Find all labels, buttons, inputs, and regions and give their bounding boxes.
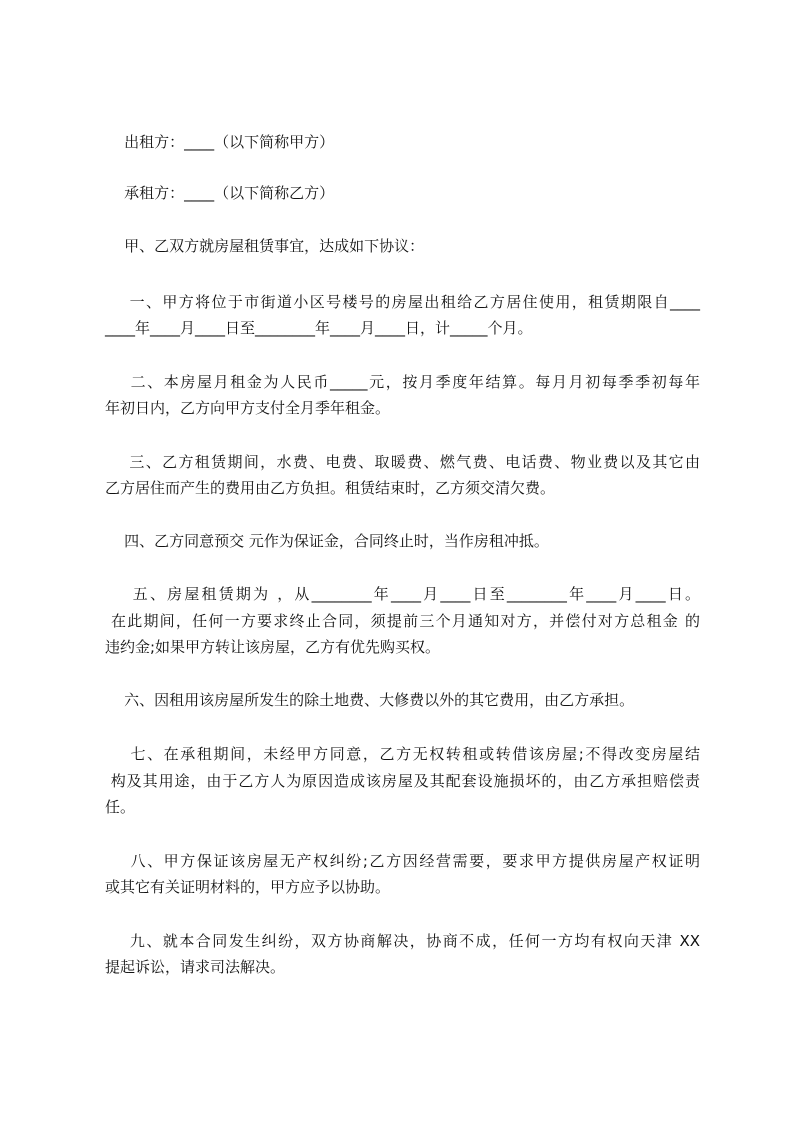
clause-2-line-2: 年初日内，乙方向甲方支付全月季年租金。 [105,399,391,417]
clause-1-line-1: 一、甲方将位于市街道小区号楼号的房屋出租给乙方居住使用，租赁期限自____ [105,293,700,311]
clause-8-line-1: 八、甲方保证该房屋无产权纠纷;乙方因经营需要，要求甲方提供房屋产权证明 [105,852,700,870]
clause-5-line-3: 违约金;如果甲方转让该房屋，乙方有优先购买权。 [105,638,441,656]
clause-2-line-1: 二、本房屋月租金为人民币_____元，按月季度年结算。每月月初每季季初每年 [105,373,700,391]
clause-7-line-1: 七、在承租期间，未经甲方同意，乙方无权转租或转借该房屋;不得改变房屋结 [105,745,700,763]
clause-7-line-2: 构及其用途，由于乙方人为原因造成该房屋及其配套设施损坏的，由乙方承担赔偿责 [105,772,700,790]
clause-7-line-3: 任。 [105,798,136,816]
clause-9-line-1: 九、就本合同发生纠纷，双方协商解决，协商不成，任何一方均有权向天津 XX [105,932,700,950]
clause-4: 四、乙方同意预交 元作为保证金，合同终止时，当作房租冲抵。 [105,532,549,550]
clause-9-line-2: 提起诉讼，请求司法解决。 [105,958,286,976]
clause-5-line-1: 五、房屋租赁期为 ，从________年____月____日至________年____月____日。 [105,585,700,603]
lessor-line: 出租方：____（以下简称甲方） [105,133,335,151]
clause-5-line-2: 在此期间，任何一方要求终止合同，须提前三个月通知对方，并偿付对方总租金 的 [105,612,700,630]
clause-6: 六、因租用该房屋所发生的除土地费、大修费以外的其它费用，由乙方承担。 [105,691,635,709]
clause-3-line-2: 乙方居住而产生的费用由乙方负担。租赁结束时，乙方须交清欠费。 [105,479,556,497]
clause-1-line-2: ____年____月____日至________年____月____日，计_____个月。 [105,319,533,337]
clause-3-line-1: 三、乙方租赁期间，水费、电费、取暖费、燃气费、电话费、物业费以及其它由 [105,453,700,471]
agreement-intro: 甲、乙双方就房屋租赁事宜，达成如下协议： [105,237,425,255]
clause-8-line-2: 或其它有关证明材料的，甲方应予以协助。 [105,878,391,896]
lessee-line: 承租方：____（以下简称乙方） [105,184,335,202]
